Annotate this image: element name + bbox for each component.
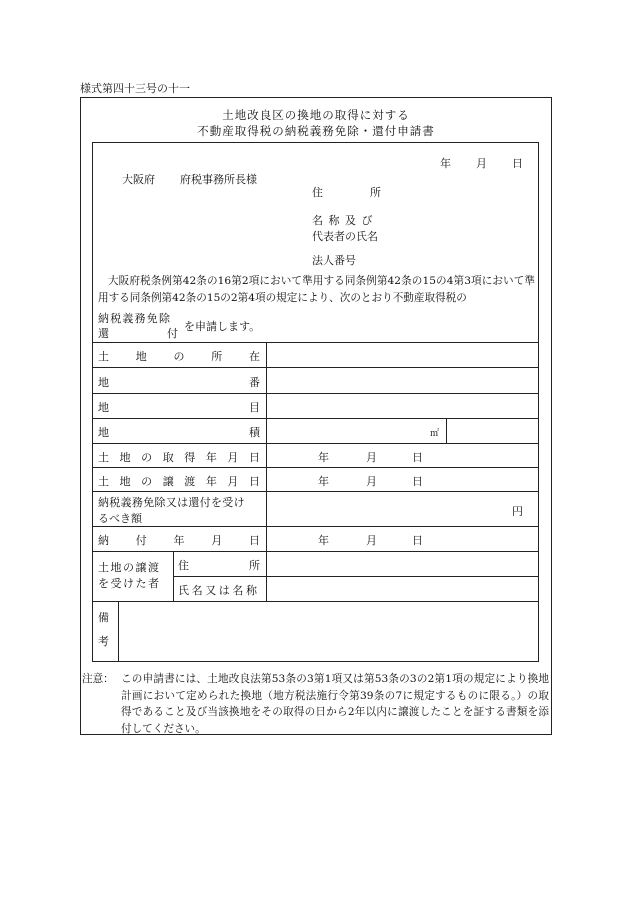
label-char: 日: [248, 475, 260, 488]
label-char: 納: [98, 534, 109, 547]
label-char: 土: [98, 451, 109, 464]
label-remarks-1: 備: [98, 611, 109, 624]
label-char: 在: [249, 350, 260, 363]
column-divider: [173, 551, 174, 601]
label-char: 地: [135, 350, 147, 363]
label-refund-amount-2: るべき額: [98, 512, 142, 525]
pay-year: 年: [318, 534, 329, 547]
label-char: 年: [205, 451, 217, 464]
applicant-name-label-2: 代表者の氏名: [312, 230, 378, 243]
label-char: の: [141, 475, 153, 488]
label-char: 得: [184, 451, 196, 464]
label-char: 住: [178, 559, 189, 572]
remarks-input[interactable]: [119, 602, 538, 661]
area-input[interactable]: [267, 419, 427, 443]
label-acquisition-date: [98, 449, 260, 465]
transferee-name-input[interactable]: [267, 577, 538, 601]
note-text: この申請書には、土地改良法第53条の3第1項又は第53条の3の2第1項の規定により換地計画において定められた換地（地方税法施行令第39条の7に規定するものに限る。）の取得であること及び当該換地をその取得の日から2年以内に譲渡したことを証する書類を添付してください。: [121, 673, 549, 735]
choice-refund-char-2: 付: [167, 327, 178, 340]
label-char: 地: [98, 426, 109, 439]
label-remarks-2: 考: [98, 635, 109, 648]
addressee-prefecture: 大阪府: [122, 173, 155, 186]
land-category-input[interactable]: [267, 394, 538, 418]
form-number: 様式第四十三号の十一: [80, 82, 190, 95]
label-char: 年: [173, 534, 185, 547]
label-char: の: [141, 451, 153, 464]
row-divider: [92, 526, 539, 527]
pay-month: 月: [366, 534, 377, 547]
label-char: 渡: [184, 475, 196, 488]
area-unit: ㎡: [430, 429, 440, 439]
label-refund-amount-1: 納税義務免除又は還付を受け: [98, 496, 245, 509]
choice-suffix: を申請します。: [184, 320, 261, 333]
label-char: 月: [211, 534, 223, 547]
applicant-address-label-b: 所: [370, 186, 381, 199]
label-char: 土: [98, 475, 109, 488]
label-char: 地: [119, 451, 131, 464]
application-body-text: 大阪府税条例第42条の16第2項において準用する同条例第42条の15の4第3項において準用する同条例第42条の15の2第4項の規定により、次のとおり不動産取得税の: [98, 275, 535, 304]
label-char: 日: [249, 534, 260, 547]
row-divider: [92, 467, 539, 468]
label-area: [98, 424, 260, 440]
label-transferee-2: を受けた者: [98, 577, 161, 590]
acq-day: 日: [412, 451, 423, 464]
label-char: 所: [249, 559, 260, 572]
trans-day: 日: [412, 475, 423, 488]
date-year-label: 年: [440, 157, 451, 170]
date-day-label: 日: [512, 157, 523, 170]
acq-year: 年: [318, 451, 329, 464]
label-transferee-name: 氏名又は名称: [178, 584, 260, 597]
label-char: 譲: [162, 475, 174, 488]
label-char: 積: [249, 426, 260, 439]
choice-refund[interactable]: [98, 325, 178, 341]
lot-number-input[interactable]: [267, 368, 538, 393]
choice-refund-char-1: 還: [98, 327, 109, 340]
applicant-name-label-1: 名 称 及 び: [312, 214, 374, 227]
label-char: 地: [119, 475, 131, 488]
label-land-category: [98, 399, 260, 415]
label-char: 土: [98, 350, 109, 363]
label-land-location: [98, 348, 260, 364]
label-char: 月: [227, 475, 239, 488]
form-title-line2: 不動産取得税の納税義務免除・還付申請書: [197, 124, 435, 138]
pay-day: 日: [412, 534, 423, 547]
trans-month: 月: [366, 475, 377, 488]
label-char: の: [173, 350, 185, 363]
label-char: 付: [135, 534, 147, 547]
choice-exemption[interactable]: 納税義務免除: [98, 312, 172, 325]
column-divider: [446, 418, 447, 443]
label-char: 年: [205, 475, 217, 488]
label-char: 取: [162, 451, 174, 464]
label-char: 番: [249, 376, 260, 389]
transferee-address-input[interactable]: [267, 552, 538, 576]
label-char: 目: [249, 401, 260, 414]
applicant-address-label-a: 住: [312, 186, 323, 199]
label-transfer-date: [98, 473, 260, 489]
label-transferee-1: 土地の譲渡: [98, 561, 161, 574]
land-location-input[interactable]: [267, 343, 538, 367]
choice-refund-text: [98, 325, 178, 341]
date-month-label: 月: [476, 157, 487, 170]
label-transferee-address: [178, 557, 260, 573]
label-char: 所: [211, 350, 223, 363]
label-char: 月: [227, 451, 239, 464]
label-char: 地: [98, 376, 109, 389]
yen-unit: 円: [512, 505, 523, 518]
addressee-office: 府税事務所長様: [180, 173, 257, 186]
corporate-number-label: 法人番号: [312, 254, 356, 267]
acq-month: 月: [366, 451, 377, 464]
trans-year: 年: [318, 475, 329, 488]
label-char: 地: [98, 401, 109, 414]
refund-amount-input[interactable]: [267, 492, 507, 526]
label-char: 日: [248, 451, 260, 464]
label-payment-date: [98, 532, 260, 548]
row-divider: [92, 443, 539, 444]
note-label: 注意：: [82, 673, 114, 685]
form-title-line1: 土地改良区の換地の取得に対する: [222, 108, 410, 122]
label-lot-number: [98, 374, 260, 390]
